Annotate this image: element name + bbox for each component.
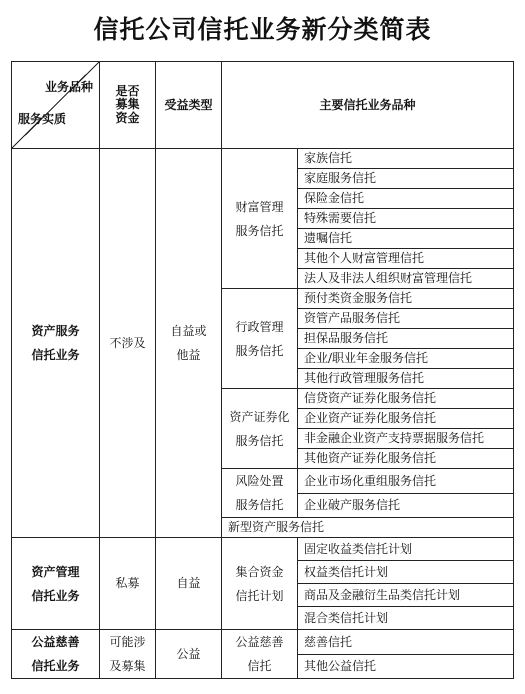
diagonal-header-cell (12, 62, 100, 149)
list-item: 特殊需要信托 (298, 209, 514, 229)
list-item: 资管产品服务信托 (298, 309, 514, 329)
list-item: 混合类信托计划 (298, 607, 514, 630)
list-item: 固定收益类信托计划 (298, 538, 514, 561)
header-raise-funds: 是否募集资金 (100, 62, 156, 149)
list-item: 担保品服务信托 (298, 329, 514, 349)
list-item: 企业资产证券化服务信托 (298, 409, 514, 429)
list-item: 保险金信托 (298, 189, 514, 209)
header-main-varieties: 主要信托业务品种 (222, 62, 514, 149)
asset-management-raise: 私募 (100, 538, 156, 630)
header-row (12, 62, 514, 149)
subcategory-securitization: 资产证券化 服务信托 (222, 389, 298, 469)
list-item: 企业市场化重组服务信托 (298, 469, 514, 494)
table-row (12, 538, 514, 561)
charity-benefit: 公益 (156, 630, 222, 679)
asset-management-benefit: 自益 (156, 538, 222, 630)
table-row (12, 149, 514, 169)
list-item: 非金融企业资产支持票据服务信托 (298, 429, 514, 449)
new-type-service-trust: 新型资产服务信托 (222, 518, 514, 538)
list-item: 预付类资金服务信托 (298, 289, 514, 309)
subcategory-wealth: 财富管理 服务信托 (222, 149, 298, 289)
subcategory-admin: 行政管理 服务信托 (222, 289, 298, 389)
classification-table (11, 61, 514, 679)
list-item: 企业破产服务信托 (298, 493, 514, 518)
asset-service-benefit: 自益或 他益 (156, 149, 222, 538)
subcategory-collective-trust: 集合资金 信托计划 (222, 538, 298, 630)
table-row (12, 630, 514, 655)
list-item: 遗嘱信托 (298, 229, 514, 249)
header-business-type: 业务品种 (44, 80, 93, 94)
list-item: 信贷资产证券化服务信托 (298, 389, 514, 409)
list-item: 法人及非法人组织财富管理信托 (298, 269, 514, 289)
list-item: 其他资产证券化服务信托 (298, 449, 514, 469)
header-service-nature: 服务实质 (18, 111, 67, 126)
list-item: 其他个人财富管理信托 (298, 249, 514, 269)
page-title: 信托公司信托业务新分类简表 (93, 15, 432, 44)
list-item: 其他公益信托 (298, 654, 514, 679)
list-item: 权益类信托计划 (298, 561, 514, 584)
subcategory-risk: 风险处置 服务信托 (222, 469, 298, 518)
group-asset-management: 资产管理 信托业务 (12, 538, 100, 630)
list-item: 其他行政管理服务信托 (298, 369, 514, 389)
charity-raise: 可能涉 及募集 (100, 630, 156, 679)
header-benefit-type: 受益类型 (156, 62, 222, 149)
subcategory-charity-trust: 公益慈善 信托 (222, 630, 298, 679)
group-charity: 公益慈善 信托业务 (12, 630, 100, 679)
asset-service-raise: 不涉及 (100, 149, 156, 538)
group-asset-service: 资产服务 信托业务 (12, 149, 100, 538)
list-item: 商品及金融衍生品类信托计划 (298, 584, 514, 607)
list-item: 慈善信托 (298, 630, 514, 655)
list-item: 家庭服务信托 (298, 169, 514, 189)
list-item: 企业/职业年金服务信托 (298, 349, 514, 369)
list-item: 家族信托 (298, 149, 514, 169)
